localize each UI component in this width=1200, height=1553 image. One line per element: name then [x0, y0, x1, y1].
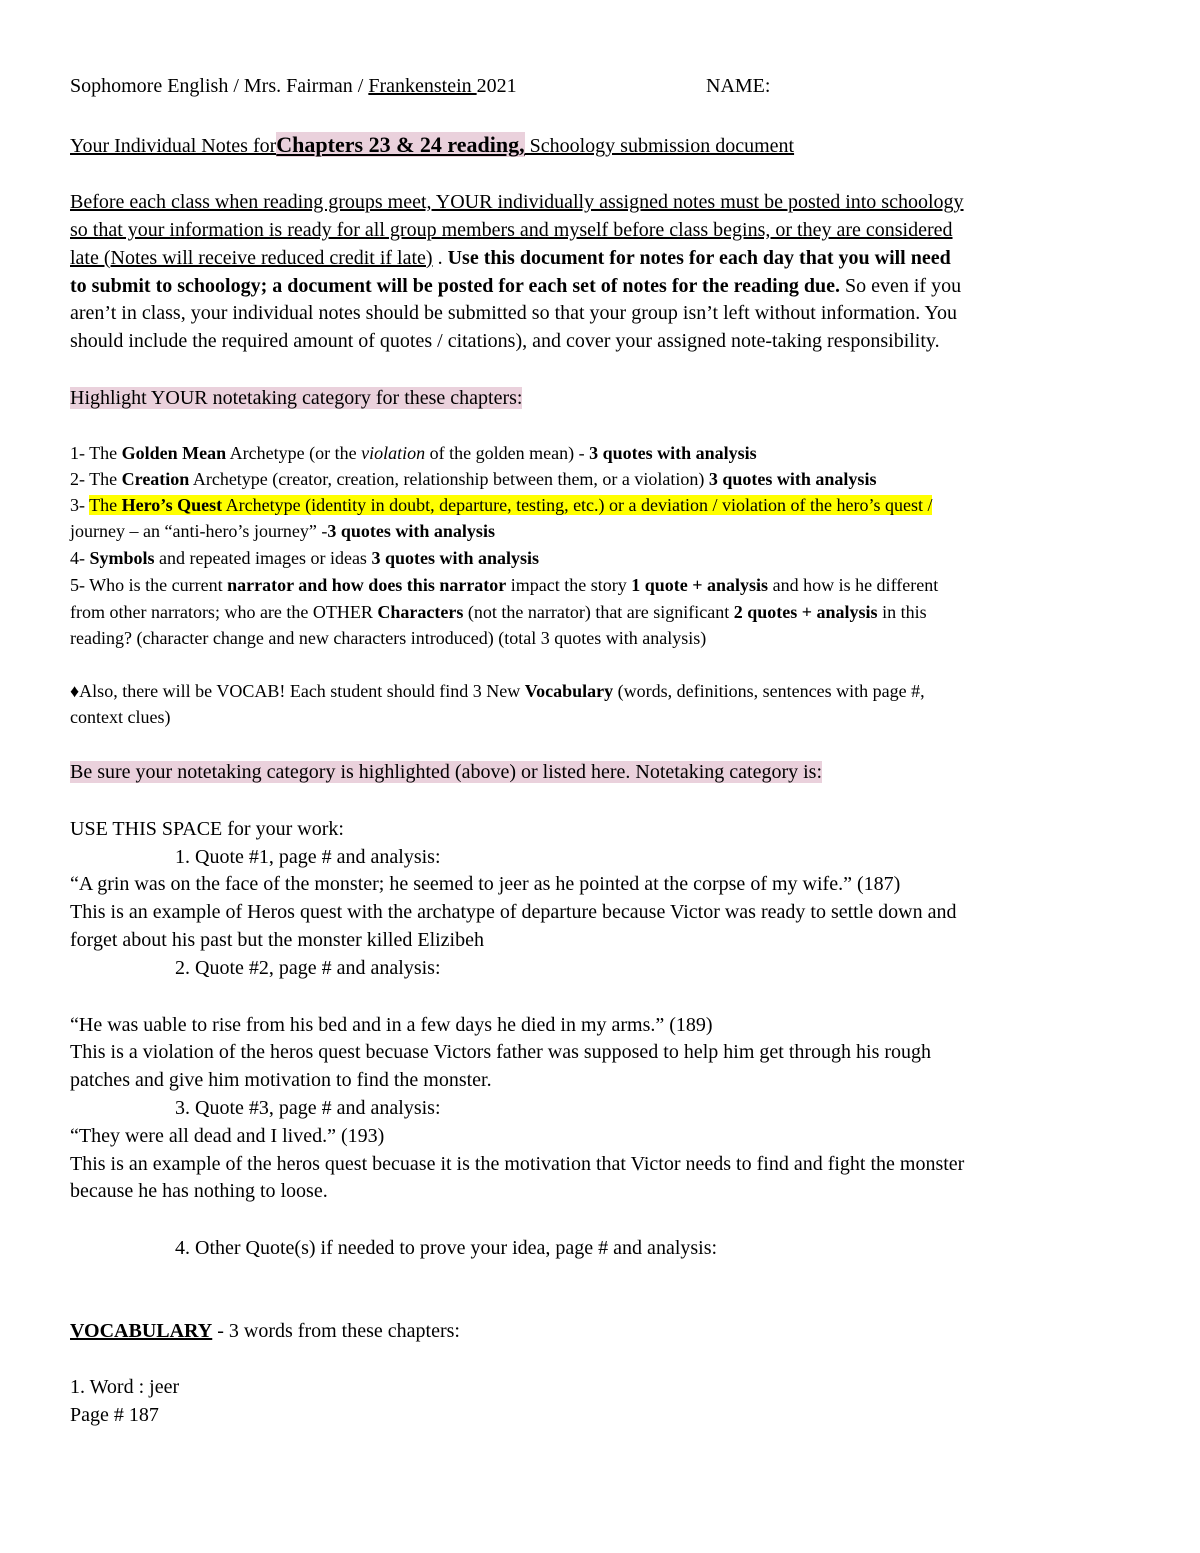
- vocab-note-bold: Vocabulary: [524, 681, 614, 701]
- category-5-cont-2: reading? (character change and new characters introduced) (total 3 quotes with analysis): [70, 628, 707, 648]
- category-4-requirement: 3 quotes with analysis: [371, 548, 539, 568]
- instructions-line-5: aren’t in class, your individual notes should be submitted so that your group isn’t left without information. You: [70, 302, 957, 324]
- category-5: [70, 572, 938, 599]
- quote-3-analysis-2: because he has nothing to loose.: [70, 1180, 328, 1202]
- quote-2-text: “He was uable to rise from his bed and in a few days he died in my arms.” (189): [70, 1014, 713, 1036]
- category-3-requirement: 3 quotes with analysis: [327, 521, 495, 541]
- vocabulary-heading-rest: - 3 words from these chapters:: [212, 1320, 460, 1342]
- course-text: Sophomore English / Mrs. Fairman /: [70, 75, 369, 97]
- category-3: [70, 492, 932, 519]
- quote-3-label: 3. Quote #3, page # and analysis:: [175, 1097, 441, 1119]
- category-5-text-5: in this: [877, 602, 927, 622]
- instructions-rest: So even if you: [839, 275, 962, 297]
- instructions-line-3: [70, 245, 951, 272]
- quote-1-text: “A grin was on the face of the monster; he seemed to jeer as he pointed at the corpse of my wife.” (187): [70, 873, 901, 895]
- quote-1-analysis-2: forget about his past but the monster killed Elizibeh: [70, 929, 484, 951]
- category-2-title: Creation: [121, 469, 190, 489]
- instructions-bold-2: to submit to schoology; a document will be posted for each set of notes for the reading due.: [70, 275, 840, 297]
- category-2-requirement: 3 quotes with analysis: [708, 469, 877, 489]
- instructions-line-6: should include the required amount of quotes / citations), and cover your assigned note-taking responsibility.: [70, 330, 940, 352]
- category-4-text: and repeated images or ideas: [154, 548, 372, 568]
- header-line: [70, 73, 517, 100]
- category-1-italic: violation: [361, 443, 426, 463]
- category-5-characters: Characters: [377, 602, 464, 622]
- title-chapters-text: Chapters 23 & 24 reading,: [276, 132, 525, 157]
- category-1-num: 1- The: [70, 443, 122, 463]
- category-5-text: impact the story: [506, 575, 632, 595]
- category-5-num: 5- Who is the current: [70, 575, 228, 595]
- instructions-line-2: so that your information is ready for all group members and myself before class begins, or they are considered: [70, 219, 953, 241]
- quote-2-label: 2. Quote #2, page # and analysis:: [175, 957, 441, 979]
- category-3-the: The: [89, 495, 122, 515]
- category-3-num: 3-: [70, 495, 90, 515]
- category-3-text: Archetype (identity in doubt, departure, testing, etc.) or a deviation / violation of the hero’s quest /: [222, 495, 933, 515]
- category-prompt-line: [70, 759, 822, 786]
- book-title: Frankenstein: [368, 75, 477, 97]
- vocab-page-1: Page # 187: [70, 1404, 159, 1426]
- category-4-title: Symbols: [89, 548, 155, 568]
- category-4: [70, 545, 539, 572]
- category-5-requirement: 1 quote + analysis: [631, 575, 769, 595]
- name-label: NAME:: [706, 75, 771, 97]
- vocabulary-heading: VOCABULARY: [70, 1320, 213, 1342]
- vocabulary-heading-line: [70, 1318, 460, 1345]
- vocab-note-text-2: (words, definitions, sentences with page #,: [613, 681, 925, 701]
- category-3-title: Hero’s Quest: [121, 495, 223, 515]
- category-3-cont: [70, 518, 495, 545]
- title-line: [70, 131, 794, 160]
- quote-1-analysis-1: This is an example of Heros quest with the archatype of departure because Victor was ready to settle down and: [70, 901, 957, 923]
- category-5-cont: [70, 599, 927, 626]
- title-post: Schoology submission document: [524, 135, 795, 157]
- category-2-num: 2- The: [70, 469, 122, 489]
- highlight-prompt-line: [70, 385, 522, 412]
- quote-1-label: 1. Quote #1, page # and analysis:: [175, 846, 441, 868]
- vocab-note-cont: context clues): [70, 707, 171, 727]
- quote-4-label: 4. Other Quote(s) if needed to prove your idea, page # and analysis:: [175, 1237, 718, 1259]
- category-4-num: 4-: [70, 548, 90, 568]
- vocab-note: [70, 678, 925, 705]
- instructions-line-4: [70, 273, 961, 300]
- quote-3-text: “They were all dead and I lived.” (193): [70, 1125, 385, 1147]
- category-5-title: narrator and how does this narrator: [227, 575, 507, 595]
- quote-2-analysis-2: patches and give him motivation to find the monster.: [70, 1069, 492, 1091]
- highlight-prompt: Highlight YOUR notetaking category for these chapters:: [70, 387, 523, 409]
- category-1-title: Golden Mean: [121, 443, 227, 463]
- category-2-text: Archetype (creator, creation, relationship between them, or a violation): [189, 469, 709, 489]
- instructions-late-note: late (Notes will receive reduced credit if late): [70, 247, 433, 269]
- title-chapters: [276, 132, 524, 157]
- category-3-text-2: journey – an “anti-hero’s journey” -: [70, 521, 328, 541]
- vocab-word-1: 1. Word : jeer: [70, 1376, 180, 1398]
- instructions-dot: .: [432, 247, 448, 269]
- category-5-requirement-2: 2 quotes + analysis: [733, 602, 878, 622]
- category-1-text: Archetype (or the: [226, 443, 362, 463]
- category-5-text-4: (not the narrator) that are significant: [463, 602, 734, 622]
- year-text: 2021: [476, 75, 517, 97]
- category-2: [70, 466, 876, 493]
- category-prompt: Be sure your notetaking category is highlighted (above) or listed here. Notetaking category is:: [70, 761, 823, 783]
- category-1: [70, 440, 757, 467]
- category-5-text-3: from other narrators; who are the OTHER: [70, 602, 378, 622]
- instructions-line-1: Before each class when reading groups meet, YOUR individually assigned notes must be posted into schoology: [70, 191, 964, 213]
- instructions-bold-1: Use this document for notes for each day that you will need: [447, 247, 951, 269]
- category-1-requirement: 3 quotes with analysis: [589, 443, 757, 463]
- category-1-text-2: of the golden mean) -: [425, 443, 590, 463]
- title-pre: Your Individual Notes for: [70, 135, 277, 157]
- quote-2-analysis-1: This is a violation of the heros quest becuase Victors father was supposed to help him get through his rough: [70, 1041, 932, 1063]
- vocab-note-text: ♦Also, there will be VOCAB! Each student should find 3 New: [70, 681, 525, 701]
- work-label: USE THIS SPACE for your work:: [70, 818, 344, 840]
- quote-3-analysis-1: This is an example of the heros quest becuase it is the motivation that Victor needs to find and fight the monster: [70, 1153, 965, 1175]
- category-5-text-2: and how is he different: [768, 575, 939, 595]
- category-3-highlight: [89, 495, 932, 515]
